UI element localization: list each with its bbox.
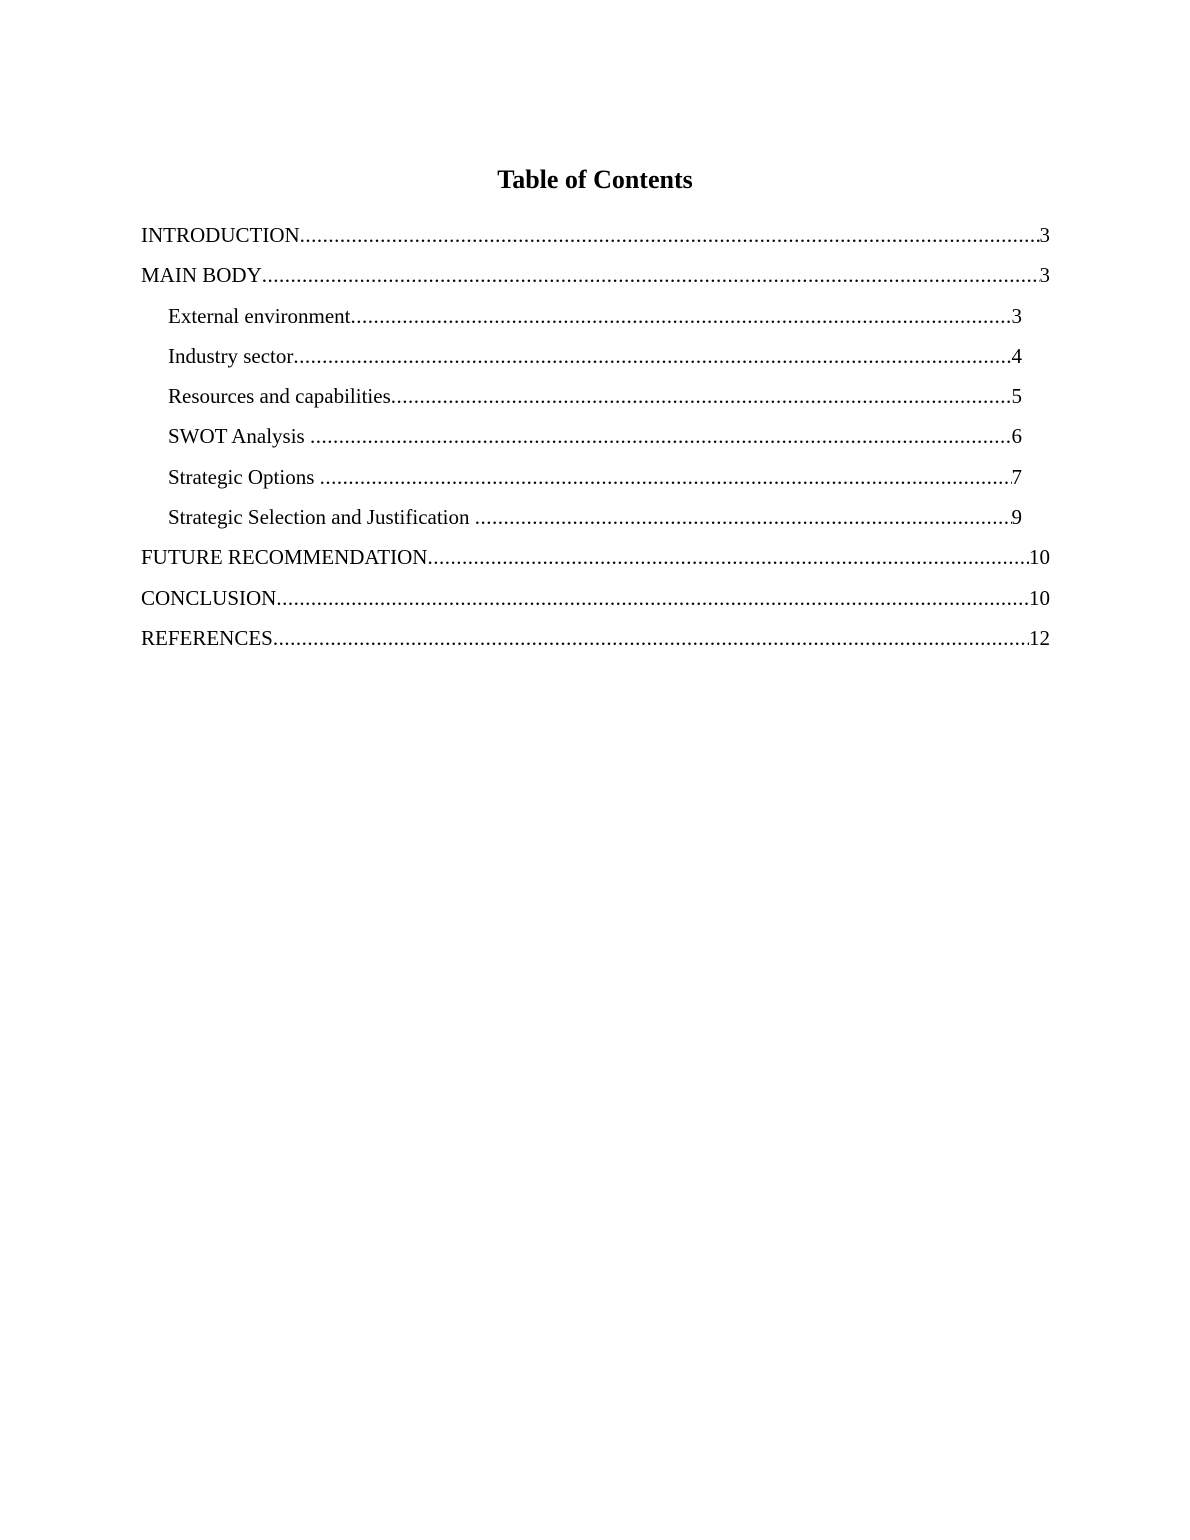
toc-page-number: 3 — [1011, 303, 1022, 328]
toc-entry-text: INTRODUCTION — [141, 223, 300, 247]
toc-dot-leader — [262, 255, 1040, 295]
toc-dot-leader — [475, 497, 1012, 537]
toc-entry-external-environment[interactable] — [168, 296, 1022, 336]
toc-dot-leader — [273, 618, 1029, 658]
toc-entry-text: External environment — [168, 303, 351, 328]
toc-page-number: 12 — [1029, 625, 1050, 650]
toc-entry-text: Resources and capabilities — [168, 384, 391, 409]
toc-entry-text: Strategic Options — [168, 464, 320, 489]
toc-page-number: 10 — [1029, 545, 1050, 570]
toc-entry-text: CONCLUSION — [141, 585, 277, 610]
toc-entry-text: Strategic Selection and Justification — [168, 505, 475, 530]
toc-dot-leader — [320, 457, 1012, 497]
toc-entry-main-body[interactable] — [141, 255, 1050, 295]
toc-entry-text: Industry sector — [168, 343, 294, 368]
toc-entry-strategic-selection[interactable] — [168, 497, 1022, 537]
toc-entry-industry-sector[interactable] — [168, 336, 1022, 376]
toc-entry-text: SWOT Analysis — [168, 424, 310, 449]
toc-entry-conclusion[interactable] — [141, 578, 1050, 618]
toc-page-number: 5 — [1011, 384, 1022, 409]
toc-entry-future-recommendation[interactable] — [141, 537, 1050, 577]
toc-entry-references[interactable] — [141, 618, 1050, 658]
toc-page-number: 6 — [1011, 424, 1022, 449]
toc-dot-leader — [300, 215, 1040, 255]
toc-entry-resources-and-capabilities[interactable] — [168, 376, 1022, 416]
toc-dot-leader — [310, 416, 1012, 456]
toc-page-number: 9 — [1011, 505, 1022, 530]
toc-entry-text: REFERENCES — [141, 625, 273, 650]
toc-dot-leader — [351, 296, 1012, 336]
toc-entry-text: FUTURE RECOMMENDATION — [141, 545, 428, 570]
toc-entry-swot-analysis[interactable] — [168, 416, 1022, 456]
toc-page-number: 10 — [1029, 585, 1050, 610]
toc-page-number: 4 — [1011, 343, 1022, 368]
toc-dot-leader — [276, 578, 1029, 618]
toc-list — [0, 215, 1190, 658]
toc-entry-text: MAIN BODY — [141, 263, 262, 288]
toc-dot-leader — [293, 336, 1011, 376]
toc-page-number: 3 — [1039, 223, 1050, 247]
toc-page-number: 3 — [1039, 263, 1050, 288]
toc-dot-leader — [391, 376, 1012, 416]
toc-title: Table of Contents — [497, 165, 693, 194]
toc-entry-introduction[interactable] — [141, 215, 1050, 255]
toc-dot-leader — [427, 537, 1029, 577]
toc-page-number: 7 — [1011, 464, 1022, 489]
toc-entry-strategic-options[interactable] — [168, 457, 1022, 497]
